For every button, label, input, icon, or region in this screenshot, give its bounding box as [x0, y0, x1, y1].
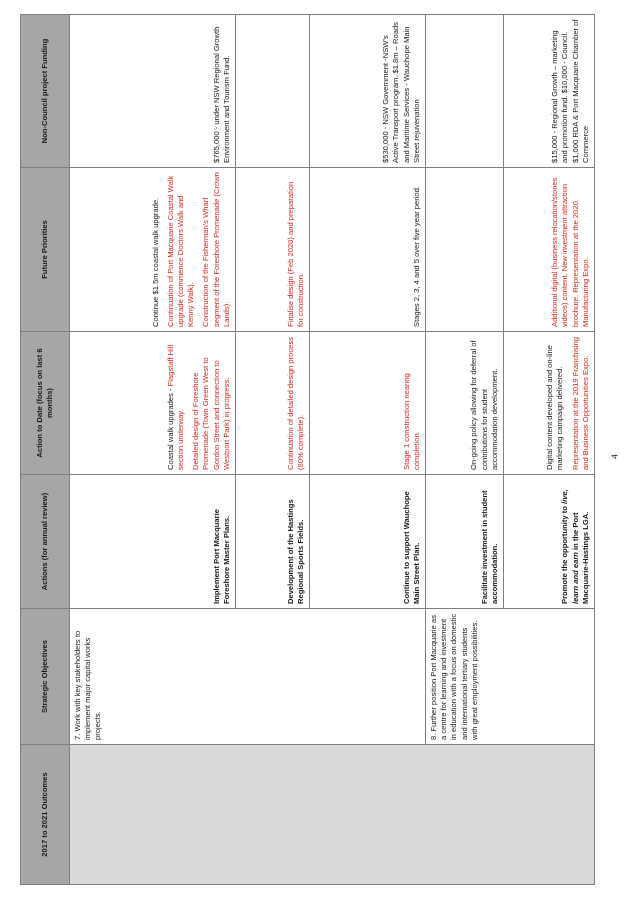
objective-text: 7. Work with key stakeholders to implement major capital works projects.: [73, 630, 103, 740]
todate-cell: On-going policy allowing for deferral of contributions for student accommodation development.: [426, 332, 504, 475]
future-cell: Additional digital (business relocation/stories videos) content. New investment attraction brochure. Representation at the 2020 Manufacturing Expo.: [504, 168, 595, 332]
header-actions: Actions (for annual review): [21, 475, 70, 609]
funding-cell: [236, 15, 310, 168]
action-cell: Facilitate investment in student accommodation.: [426, 475, 504, 609]
future-cell: Finalise design (Feb 2020) and preparation for construction.: [236, 168, 310, 332]
outcomes-cell: [70, 745, 595, 885]
header-action-to-date: Action to Date (focus on last 6 months): [21, 332, 70, 475]
future-text: Continue $1.5m coastal walk upgrade.: [150, 197, 160, 327]
future-cell: [426, 168, 504, 332]
header-outcomes: 2017 to 2021 Outcomes: [21, 745, 70, 885]
action-cell: Continue to support Wauchope Main Street Plan.: [310, 475, 426, 609]
table-header-row: [21, 15, 70, 885]
future-text: Construction of the Fisherman's Wharf segment of the Foreshore Promenade (Crown Lands).: [201, 172, 231, 327]
funding-cell: $15,000 - Regional Growth – marketing and promotion fund. $10,000 - Council. $1,000 RDA & Port Macquarie Chamber of Commerce: [504, 15, 595, 168]
action-cell: Implement Port Macquarie Foreshore Master Plans.: [70, 475, 236, 609]
funding-cell: $530,000 - NSW Government -NSW's Active Transport program. $1.8m – Roads and Maritime Services - Wauchope Main Street rejuvenation: [310, 15, 426, 168]
future-cell: [70, 168, 236, 332]
todate-text: Representation at the 2019 Franchising and Business Opportunities Expo.: [570, 337, 590, 470]
todate-text: Digital content developed and on-line marketing campaign delivered.: [545, 345, 565, 470]
todate-cell: [70, 332, 236, 475]
page-number: 4: [610, 454, 620, 459]
objective-cell: [426, 609, 595, 745]
todate-cell: [504, 332, 595, 475]
todate-text: Detailed design of Foreshore Promenade (Town Green West to Gordon Street and connection to Westport Park) in progress.: [191, 357, 231, 470]
rotated-page: [20, 15, 595, 885]
action-cell: Promote the opportunity to live, learn and earn in the Port Macquarie-Hastings LGA.: [504, 475, 595, 609]
funding-cell: $765,000 - under NSW Regional Growth Environment and Tourism Fund.: [70, 15, 236, 168]
objective-text: 8. Further position Port Macquarie as a centre for learning and investment in education with a focus on domestic and international tertiary students with great employment possibilities.: [429, 613, 479, 740]
header-future-priorities: Future Priorities: [21, 168, 70, 332]
todate-cell: Continuation of detailed design process (80% complete).: [236, 332, 310, 475]
todate-text: Coastal walk upgrades - Flagstaff Hill section underway: [165, 344, 186, 470]
action-plan-table: [20, 14, 595, 885]
future-cell: Stages 2, 3, 4 and 5 over five year period.: [310, 168, 426, 332]
objective-cell: [70, 609, 426, 745]
header-objectives: Strategic Objectives: [21, 609, 70, 745]
todate-cell: Stage 1 construction nearing completion.: [310, 332, 426, 475]
table-row: [70, 15, 236, 885]
action-cell: Development of the Hastings Regional Sports Fields.: [236, 475, 310, 609]
header-funding: Non-Council project Funding: [21, 15, 70, 168]
future-text: Continuation of Port Macquarie Coastal Walk upgrade (commence Doctors Walk and Kenny Walk).: [165, 175, 196, 327]
funding-cell: [426, 15, 504, 168]
